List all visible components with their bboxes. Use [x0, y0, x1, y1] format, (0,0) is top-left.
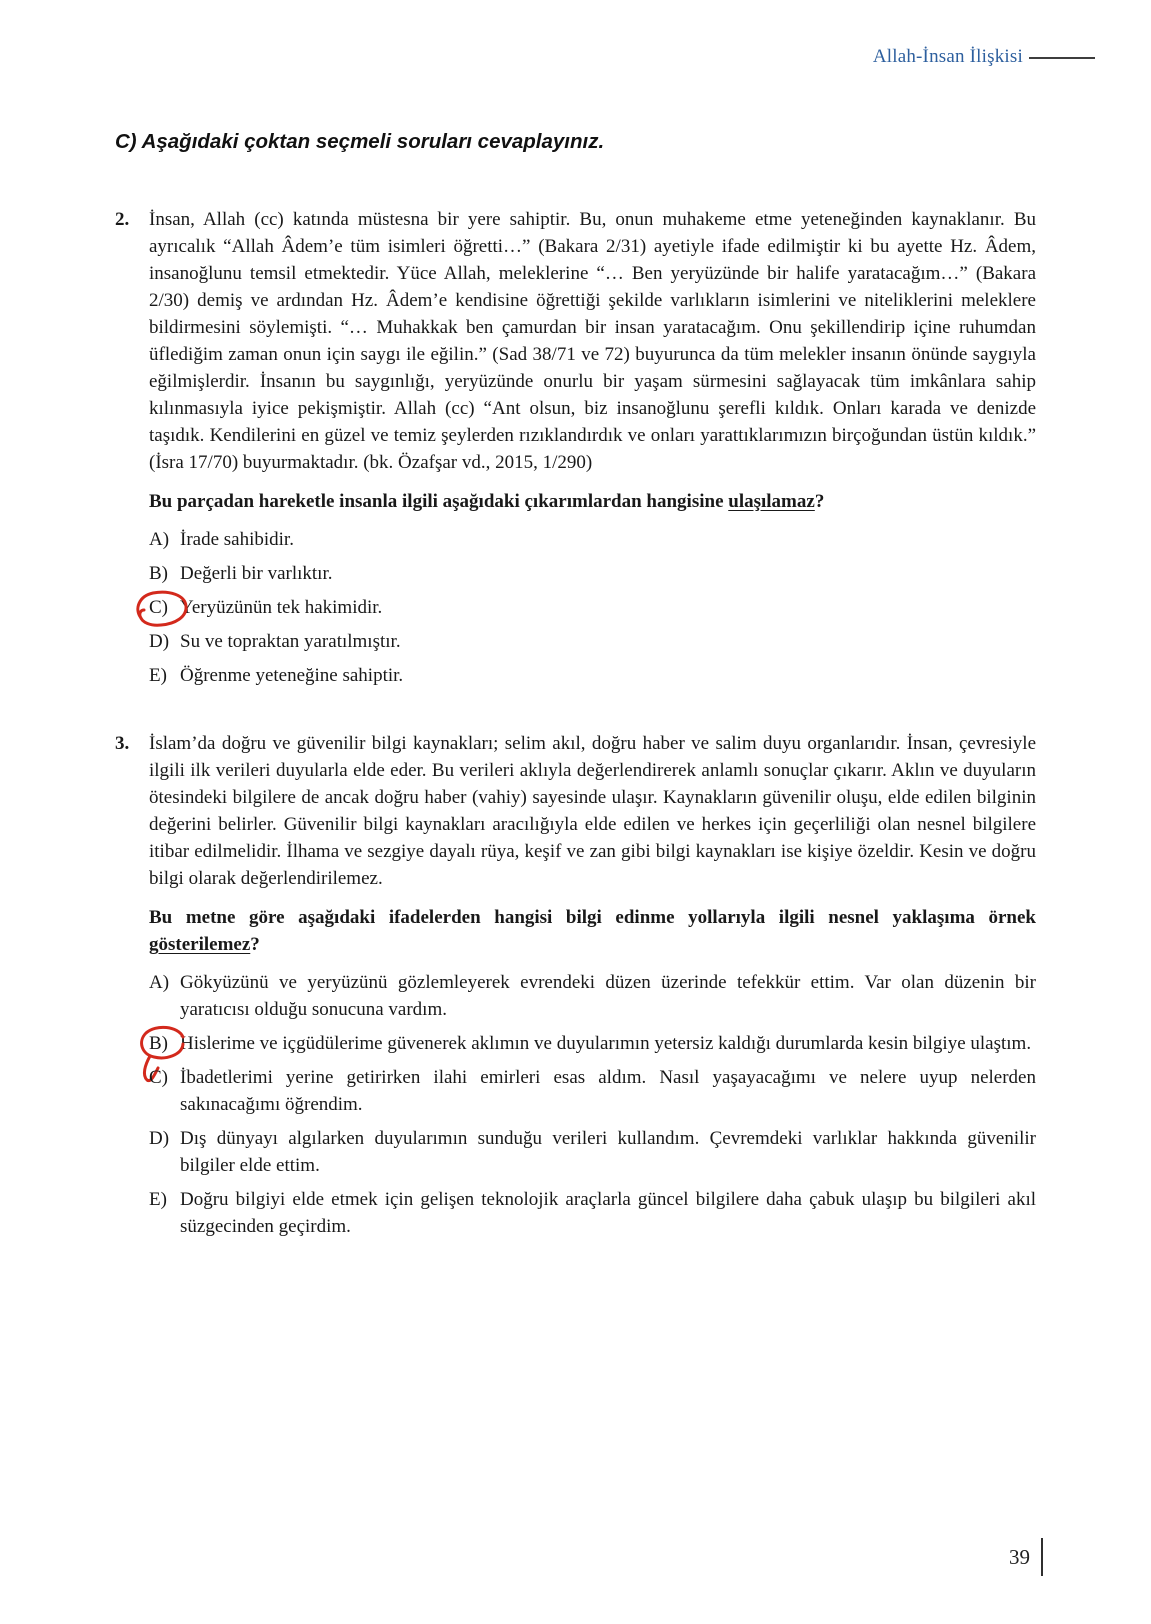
stem-suffix: ? [814, 491, 825, 512]
options-list [149, 526, 1036, 689]
option-letter: C) [149, 594, 180, 621]
option-d [149, 628, 1036, 655]
option-letter: D) [149, 631, 170, 652]
option-letter: B) [149, 563, 168, 584]
question-passage: İnsan, Allah (cc) katında müstesna bir yere sahiptir. Bu, onun muhakeme etme yeteneğinden kaynaklanır. Bu ayrıcalık “Allah Âdem’e tüm isimleri öğretti…” (Bakara 2/31) ayetiyle ifade edilmiştir ki bu ayette Hz. Âdem, insanoğlunu temsil etmektedir. Yüce Allah, meleklerine “… Ben yeryüzünde bir halife yaratacağım…” (Bakara 2/30) demiş ve ardından Hz. Âdem’e kendisine öğrettiği şekilde varlıkların isimlerini ve niteliklerini meleklere bildirmesini söylemişti. “… Muhakkak ben çamurdan bir insan yaratacağım. Onu şekillendirip içine ruhumdan üflediğim zaman onun için saygı ile eğilin.” (Sad 38/71 ve 72) buyurunca da tüm melekler insanın önünde saygıyla eğilmişlerdir. İnsanın bu saygınlığı, yeryüzünde onurlu bir yaşam sürmesini sağlayacak tüm imkânlara sahip kılınmasıyla iyice pekişmiştir. Allah (cc) “Ant olsun, biz insanoğlunu şerefli kıldık. Onları karada ve denizde taşıdık. Kendilerini en güzel ve temiz şeylerden rızıklandırdık ve onları yarattıklarımızın birçoğundan üstün kıldık.” (İsra 17/70) buyurmaktadır. (bk. Özafşar vd., 2015, 1/290) [149, 209, 1036, 473]
stem-prefix: Bu parçadan hareketle insanla ilgili aşağıdaki çıkarımlardan hangisine [149, 491, 729, 512]
footer-rule [1041, 1538, 1043, 1576]
chapter-title: Allah-İnsan İlişkisi [872, 46, 1023, 67]
question-number: 3. [115, 733, 130, 754]
option-letter: A) [149, 972, 170, 993]
option-b [149, 560, 1036, 587]
option-c [149, 1064, 1036, 1118]
option-b [149, 1030, 1036, 1057]
question-3 [115, 730, 1036, 1247]
option-letter: E) [149, 665, 167, 686]
option-text: Öğrenme yeteneğine sahiptir. [180, 665, 404, 686]
question-body [149, 206, 1036, 696]
stem-prefix: Bu metne göre aşağıdaki ifadelerden hangisi bilgi edinme yollarıyla ilgili nesnel yaklaşıma örnek [149, 907, 1036, 928]
header-rule [1029, 57, 1095, 59]
option-letter: C) [149, 1067, 168, 1088]
option-e [149, 662, 1036, 689]
option-text: Su ve topraktan yaratılmıştır. [180, 631, 401, 652]
option-text: Hislerime ve içgüdülerime güvenerek aklımın ve duyularımın yetersiz kaldığı durumlarda kesin bilgiye ulaştım. [180, 1033, 1032, 1054]
question-stem [149, 904, 1036, 958]
question-passage: İslam’da doğru ve güvenilir bilgi kaynakları; selim akıl, doğru haber ve salim duyu organlarıdır. İnsan, çevresiyle ilgili ilk verileri duyularla elde eder. Bu verileri aklıyla değerlendirerek anlamlı sonuçlar çıkarır. Aklın ve duyuların ötesindeki bilgilere de ancak doğru haber (vahiy) sayesinde ulaşır. Kaynakların güvenilir oluşu, elde edilen bilginin değerini belirler. Güvenilir bilgi kaynakları aracılığıyla elde edilen ve herkes için geçerliliği olan nesnel bilgilere itibar edilmelidir. İlhama ve sezgiye dayalı rüya, keşif ve zan gibi bilgi kaynakları ise kişiye özeldir. Kesin ve doğru bilgi olarak değerlendirilemez. [149, 733, 1036, 889]
options-list [149, 969, 1036, 1240]
question-2 [115, 206, 1036, 696]
option-text: Dış dünyayı algılarken duyularımın sunduğu verileri kullandım. Çevremdeki varlıklar hakkında güvenilir bilgiler elde ettim. [180, 1128, 1036, 1176]
question-number: 2. [115, 209, 130, 230]
running-header [873, 46, 1095, 68]
page-content [115, 130, 1036, 1281]
option-text: Değerli bir varlıktır. [180, 563, 333, 584]
option-letter: D) [149, 1128, 170, 1149]
option-letter: B) [149, 1030, 180, 1057]
option-text: Yeryüzünün tek hakimidir. [180, 597, 383, 618]
page-footer [1009, 1538, 1043, 1576]
option-c [149, 594, 1036, 621]
option-text: Gökyüzünü ve yeryüzünü gözlemleyerek evrendeki düzen üzerinde tefekkür ettim. Var olan düzenin bir yaratıcısı olduğu sonucuna vardım. [180, 972, 1036, 1020]
section-heading: C) Aşağıdaki çoktan seçmeli soruları cevaplayınız. [115, 130, 605, 153]
option-letter: E) [149, 1189, 167, 1210]
stem-underlined-word: ulaşılamaz [728, 491, 815, 512]
question-body [149, 730, 1036, 1247]
stem-underlined-word: gösterilemez [149, 934, 251, 955]
option-e [149, 1186, 1036, 1240]
option-letter: A) [149, 529, 170, 550]
option-text: Doğru bilgiyi elde etmek için gelişen teknolojik araçlarla güncel bilgilere daha çabuk ulaşıp bu bilgileri akıl süzgecinden geçirdim. [180, 1189, 1036, 1237]
option-a [149, 526, 1036, 553]
option-d [149, 1125, 1036, 1179]
question-stem [149, 488, 1036, 515]
option-a [149, 969, 1036, 1023]
page-number: 39 [1009, 1544, 1030, 1569]
option-text: İbadetlerimi yerine getirirken ilahi emirleri esas aldım. Nasıl yaşayacağımı ve nelere uyup nelerden sakınacağımı öğrendim. [180, 1067, 1036, 1115]
stem-suffix: ? [250, 934, 260, 955]
option-text: İrade sahibidir. [180, 529, 294, 550]
